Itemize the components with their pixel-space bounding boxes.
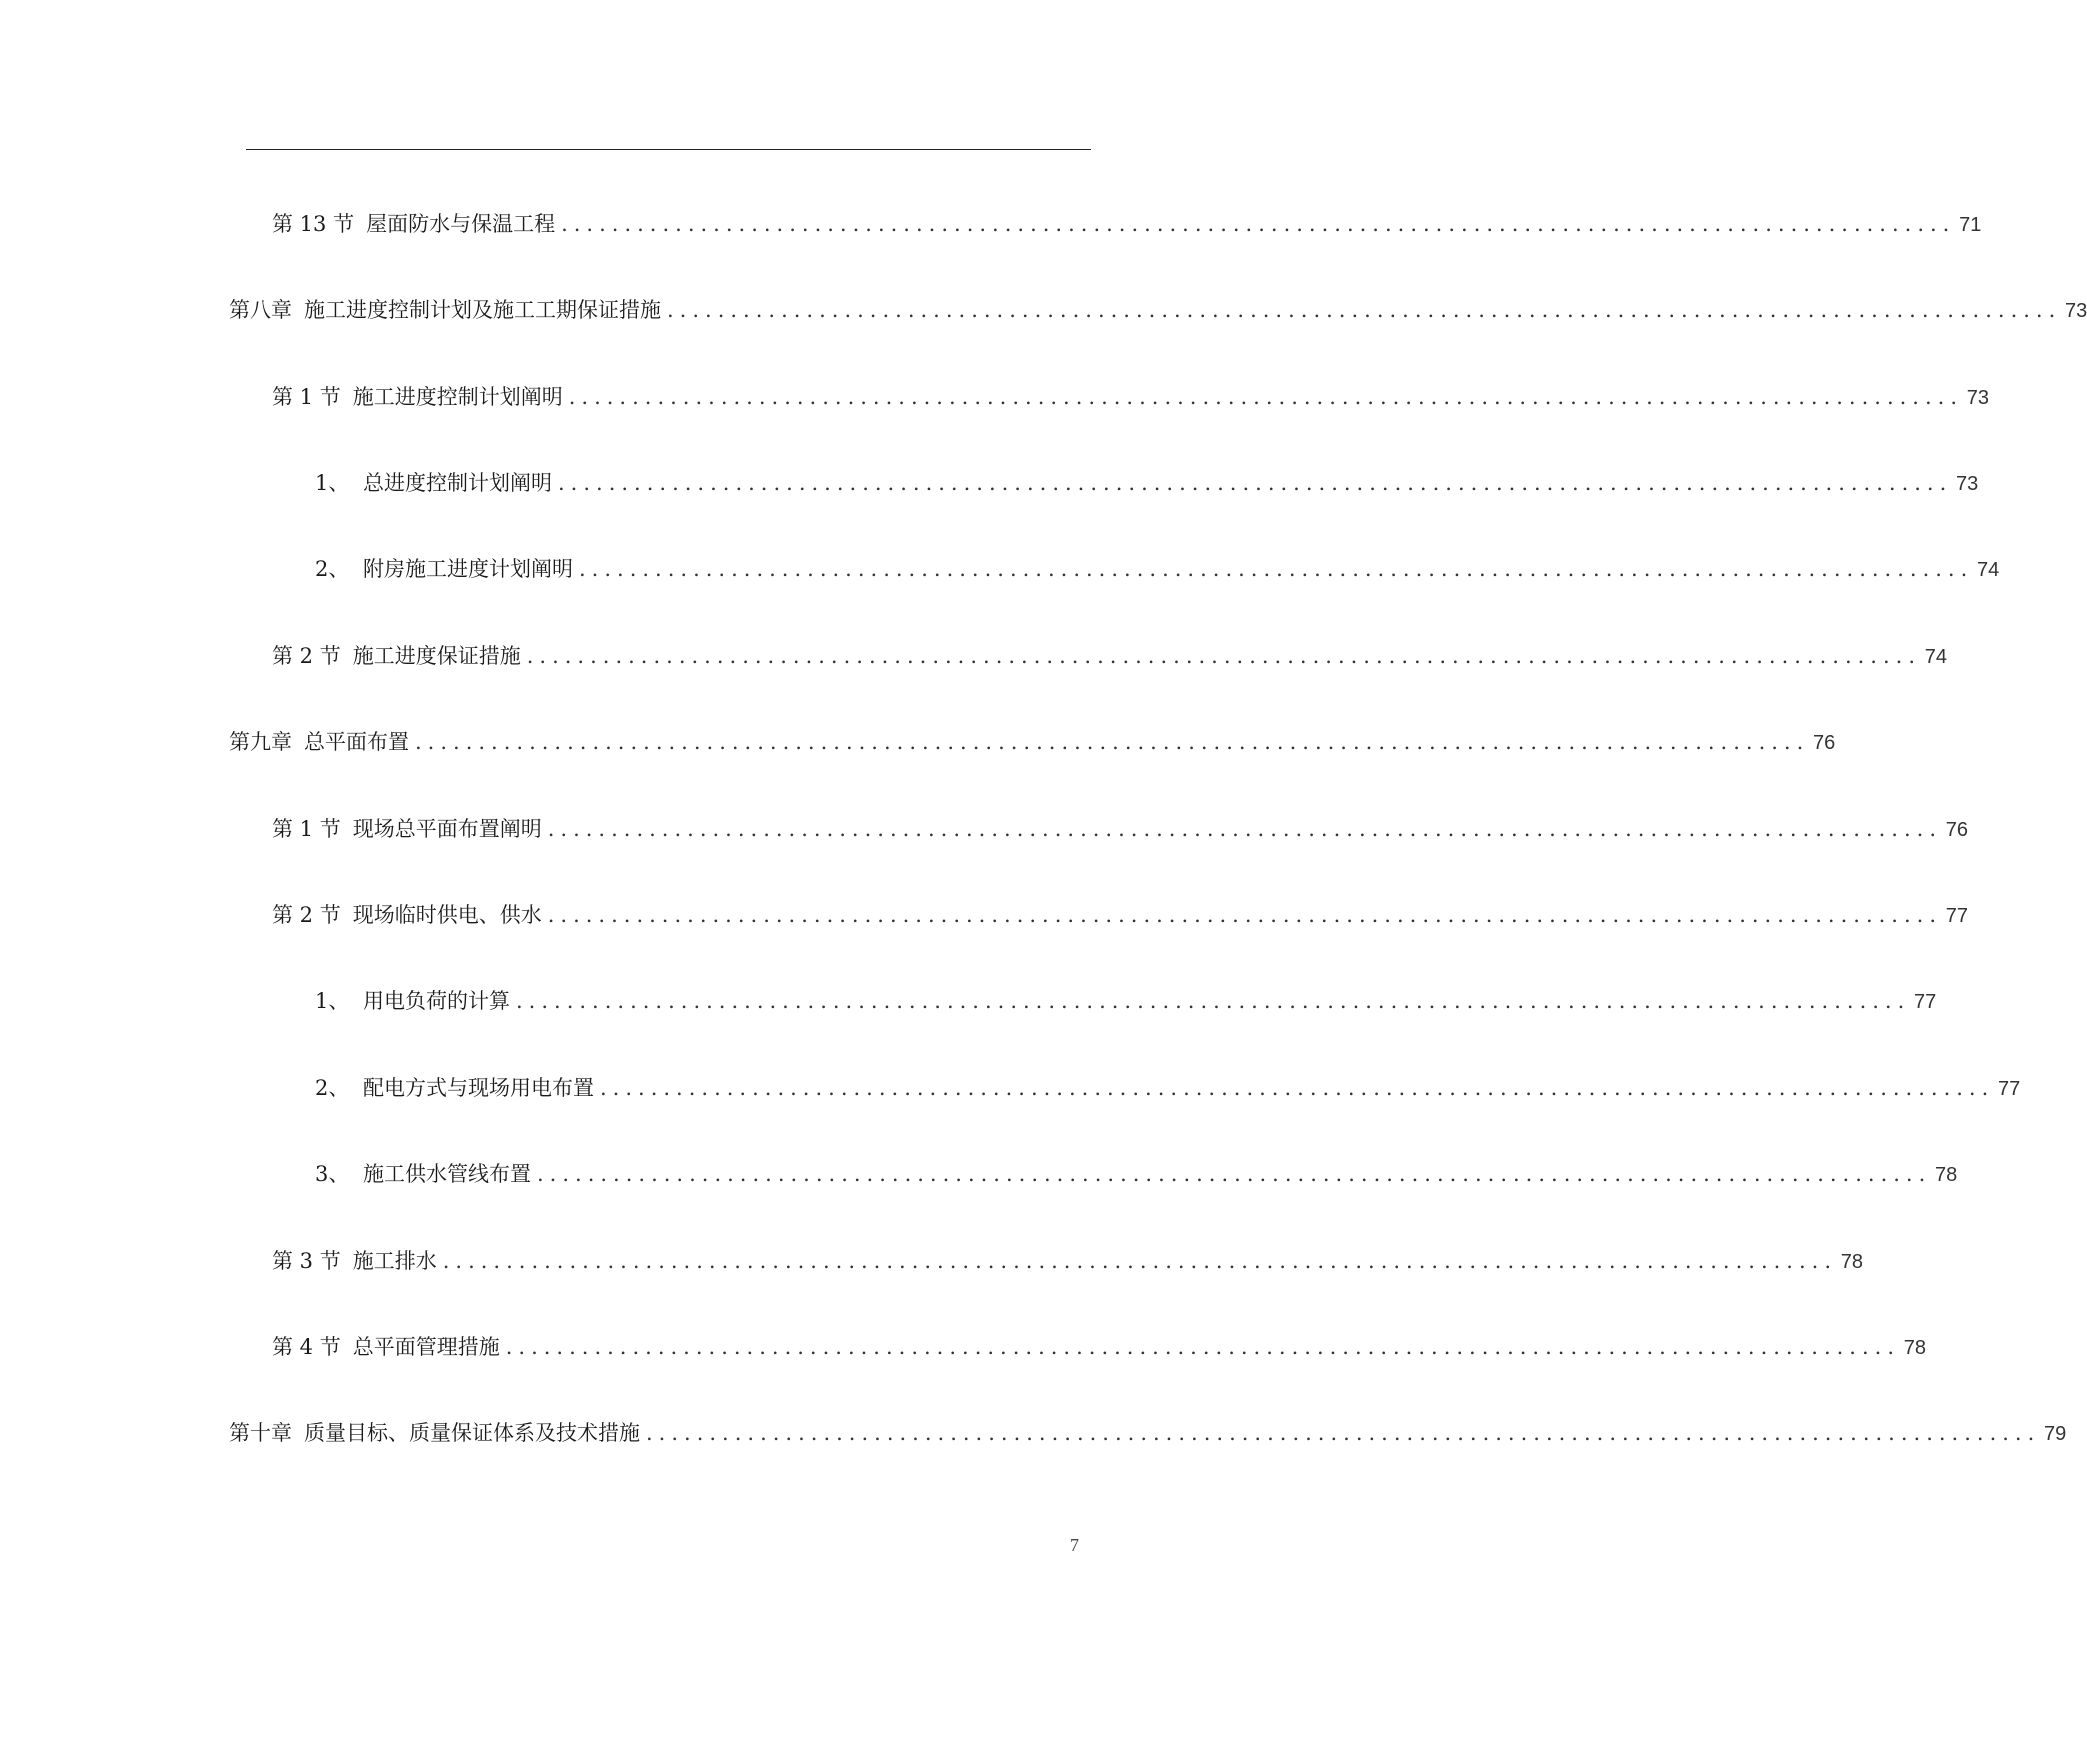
toc-entry-title: 施工排水 [352, 1249, 437, 1273]
toc-entry[interactable] [272, 638, 1948, 674]
toc-entry-page: 76 [1945, 819, 1969, 841]
dot-leader: .............................................................................................................. [526, 644, 1922, 668]
toc-entry-title: 配电方式与现场用电布置 [363, 1076, 594, 1100]
toc-entry-prefix: 1、 [315, 471, 350, 495]
toc-entry-page: 77 [1945, 905, 1969, 927]
toc-entry-page: 78 [1903, 1337, 1927, 1359]
toc-entry-page: 77 [1998, 1078, 2021, 1100]
toc-entry-title: 现场总平面布置阐明 [352, 817, 542, 841]
toc-entry-prefix: 第九章 [229, 730, 292, 754]
toc-entry[interactable] [315, 551, 2000, 587]
toc-entry-prefix: 第 4 节 [272, 1335, 341, 1359]
toc-entry-prefix: 1、 [315, 989, 350, 1013]
toc-entry-title: 现场临时供电、供水 [352, 903, 542, 927]
toc-entry-prefix: 第 1 节 [272, 817, 341, 841]
toc-entry[interactable] [229, 292, 2087, 328]
dot-leader: .............................................................................................................. [516, 989, 1911, 1013]
toc-entry-title: 屋面防水与保温工程 [366, 212, 556, 236]
toc-entry-title: 用电负荷的计算 [363, 989, 510, 1013]
dot-leader: .............................................................................................................. [558, 471, 1953, 495]
dot-leader: .............................................................................................................. [600, 1076, 1995, 1100]
toc-entry-title: 质量目标、质量保证体系及技术措施 [304, 1421, 640, 1445]
toc-entry[interactable] [272, 1243, 1864, 1279]
dot-leader: .............................................................................................................. [561, 212, 1956, 236]
toc-entry-page: 79 [2044, 1423, 2067, 1445]
toc-entry-page: 71 [1959, 214, 1982, 236]
toc-entry[interactable] [272, 379, 1990, 415]
toc-entry-prefix: 第八章 [229, 298, 292, 322]
toc-entry-page: 77 [1914, 991, 1937, 1013]
dot-leader: .............................................................................................................. [646, 1421, 2041, 1445]
toc-entry[interactable] [315, 983, 1937, 1019]
toc-entry-page: 78 [1840, 1251, 1864, 1273]
toc-entry-page: 76 [1813, 732, 1836, 754]
toc-entry[interactable] [272, 897, 1969, 933]
toc-entry[interactable] [272, 206, 1982, 242]
toc-entry[interactable] [272, 1329, 1927, 1365]
toc-entry-prefix: 第 1 节 [272, 385, 341, 409]
toc-entry-title: 附房施工进度计划阐明 [363, 557, 573, 581]
toc-entry-title: 施工进度控制计划及施工工期保证措施 [304, 298, 661, 322]
toc-entry[interactable] [272, 811, 1969, 847]
toc-entry[interactable] [315, 1070, 2021, 1106]
toc-entry[interactable] [315, 465, 1979, 501]
toc-entry-prefix: 第 2 节 [272, 644, 341, 668]
toc-entry-page: 73 [2065, 300, 2087, 322]
toc-entry-page: 73 [1966, 387, 1990, 409]
toc-entry-title: 施工进度保证措施 [352, 644, 521, 668]
toc-entry-prefix: 第 2 节 [272, 903, 341, 927]
toc-entry-prefix: 第 13 节 [272, 212, 355, 236]
toc-entry-title: 施工进度控制计划阐明 [352, 385, 563, 409]
toc-entry-prefix: 第十章 [229, 1421, 292, 1445]
dot-leader: .............................................................................................................. [547, 817, 1943, 841]
toc-entry-title: 总平面管理措施 [352, 1335, 500, 1359]
toc-entry-title: 施工供水管线布置 [363, 1162, 531, 1186]
page-number: 7 [1070, 1535, 1079, 1555]
toc-entry-prefix: 2、 [315, 557, 350, 581]
dot-leader: .............................................................................................................. [667, 298, 2062, 322]
toc-entry-page: 73 [1956, 473, 1979, 495]
dot-leader: .............................................................................................................. [415, 730, 1810, 754]
toc-entry-prefix: 第 3 节 [272, 1249, 341, 1273]
dot-leader: .............................................................................................................. [442, 1249, 1838, 1273]
toc-entry-page: 78 [1935, 1164, 1958, 1186]
toc-entry[interactable] [229, 724, 1836, 760]
toc-entry-title: 总进度控制计划阐明 [363, 471, 552, 495]
toc-entry-page: 74 [1977, 559, 2000, 581]
toc-entry-page: 74 [1924, 646, 1948, 668]
dot-leader: .............................................................................................................. [547, 903, 1943, 927]
toc-entry[interactable] [229, 1415, 2067, 1451]
toc-entry-title: 总平面布置 [304, 730, 409, 754]
toc-entry-prefix: 3、 [315, 1162, 350, 1186]
dot-leader: .............................................................................................................. [579, 557, 1974, 581]
dot-leader: .............................................................................................................. [505, 1335, 1901, 1359]
dot-leader: .............................................................................................................. [568, 385, 1964, 409]
toc-entry-prefix: 2、 [315, 1076, 350, 1100]
toc-entry[interactable] [315, 1156, 1958, 1192]
dot-leader: .............................................................................................................. [537, 1162, 1932, 1186]
